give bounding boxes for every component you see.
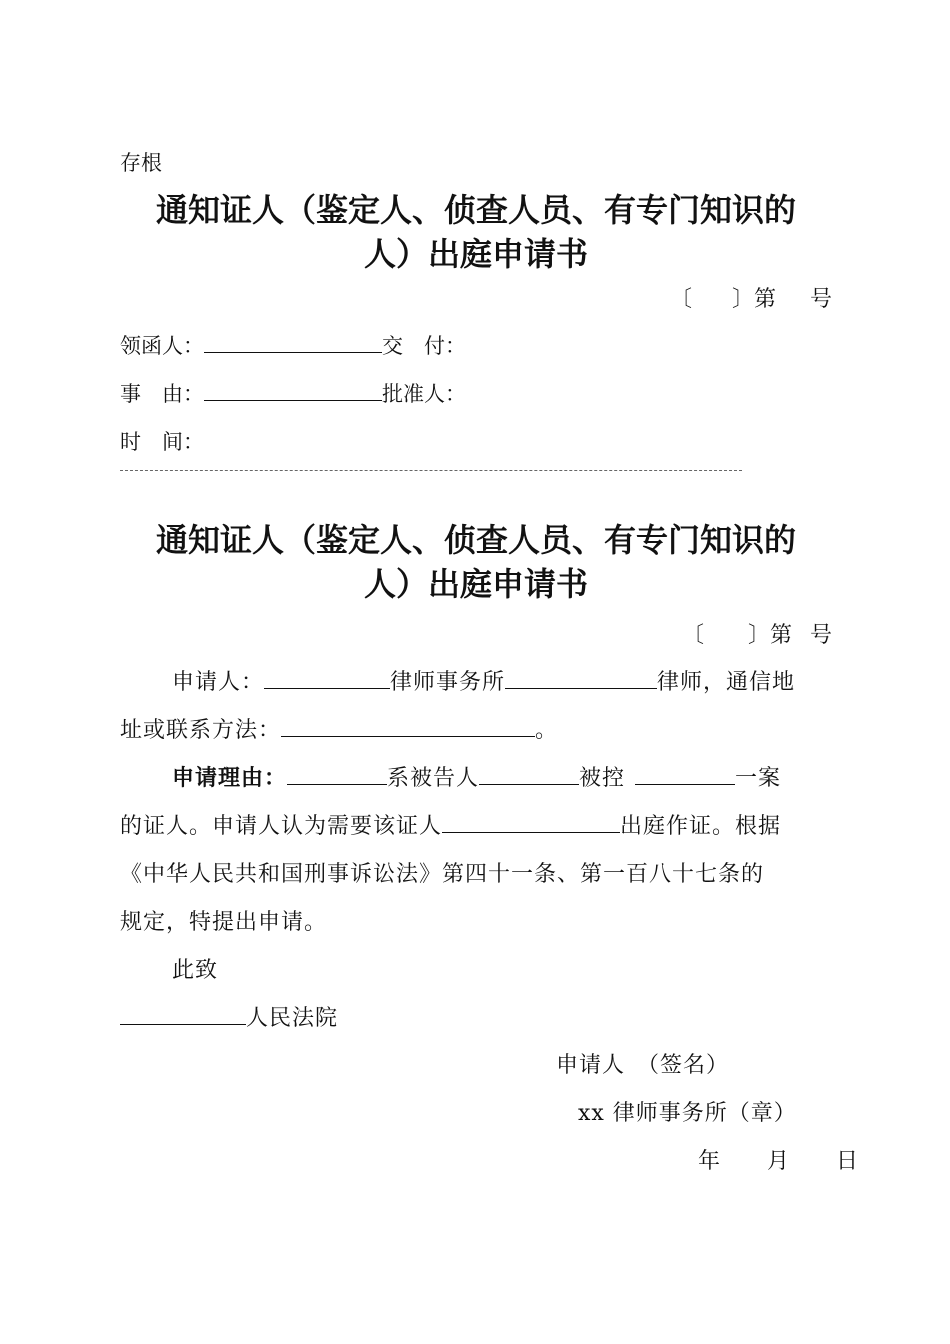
stub-document-number: 〔 〕第 号 <box>669 287 832 312</box>
charge-field[interactable] <box>635 766 735 785</box>
applicant-field[interactable] <box>264 670 390 689</box>
stub-title <box>120 188 832 276</box>
main-document-number: 〔 〕第 号 <box>681 623 832 648</box>
court-row: 人民法院 <box>120 1001 338 1032</box>
law-row: 《中华人民共和国刑事诉讼法》第四十一条、第一百八十七条的 <box>120 862 765 887</box>
time-label: 时 间： <box>120 430 204 454</box>
stub-label: 存根 <box>120 151 162 175</box>
address-row: 址或联系方法： 。 <box>120 718 559 743</box>
witness-row: 的证人。申请人认为需要该证人 出庭作证。根据 <box>120 814 782 839</box>
recipient-field[interactable] <box>204 334 382 353</box>
stub-title-line1: 通知证人（鉴定人、侦查人员、有专门知识的 <box>155 191 796 229</box>
recipient-label: 领函人： <box>120 334 204 358</box>
stub-reason-field[interactable] <box>204 382 382 401</box>
stub-recipient-row <box>120 330 466 360</box>
firm-seal-line: xx 律师事务所（章） <box>578 1101 797 1126</box>
defendant-field[interactable] <box>479 766 579 785</box>
provision-row: 规定，特提出申请。 <box>120 910 328 935</box>
witness-field[interactable] <box>442 814 620 833</box>
approver-label: 批准人： <box>382 382 466 406</box>
law-firm-field[interactable] <box>505 670 657 689</box>
date-line: 年 月 日 <box>698 1149 860 1174</box>
main-title <box>120 518 832 606</box>
main-title-line1: 通知证人（鉴定人、侦查人员、有专门知识的 <box>155 521 796 559</box>
stub-reason-label: 事 由： <box>120 382 204 406</box>
reason-label: 申请理由： <box>172 765 288 791</box>
applicant-row: 申请人： 律师事务所 律师，通信地 <box>172 670 796 695</box>
signature-line: 申请人 （签名） <box>556 1053 730 1078</box>
court-field[interactable] <box>120 1006 246 1025</box>
reason-row: 申请理由： 系被告人 被控 一案 <box>172 765 782 791</box>
cut-line-divider <box>120 470 742 471</box>
address-field[interactable] <box>281 718 535 737</box>
delivery-label: 交 付： <box>382 334 466 358</box>
main-title-line2: 人）出庭申请书 <box>363 565 588 603</box>
stub-title-line2: 人）出庭申请书 <box>363 235 588 273</box>
reason-field-1[interactable] <box>287 766 387 785</box>
salutation: 此致 <box>172 958 219 983</box>
stub-time-row <box>120 426 204 456</box>
stub-reason-row <box>120 378 466 408</box>
